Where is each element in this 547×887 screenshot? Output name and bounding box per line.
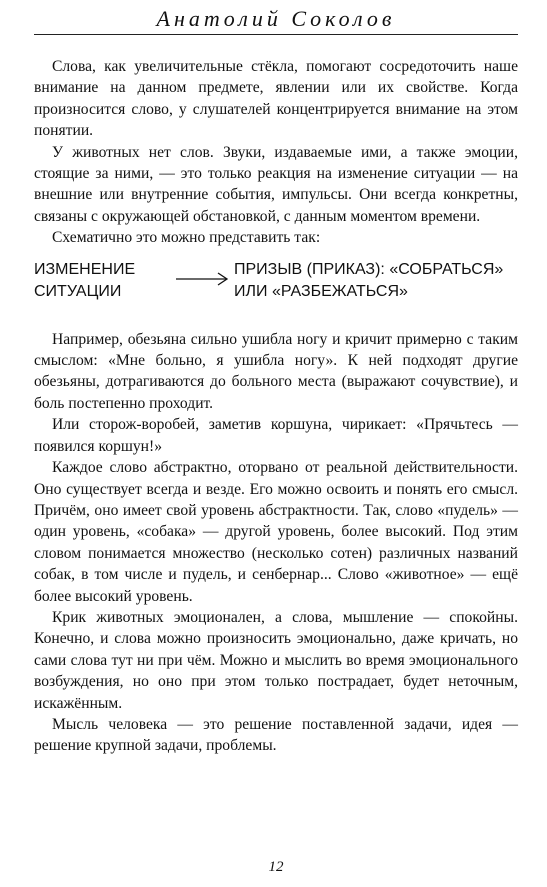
paragraph: Крик животных эмоционален, а слова, мышление — спокойны. Конечно, и слова можно произносить эмоционально, даже кричать, но сами слова тут ни при чём. Можно и мыслить во время эмоционального возбуждения, но оно при этом только пострадает, будет неточным, искажённым. <box>34 608 518 712</box>
body-text <box>34 56 518 757</box>
right-arrow-icon <box>174 271 230 287</box>
paragraph: Каждое слово абстрактно, оторвано от реальной действительности. Оно существует всегда и везде. Его можно освоить и понять его смысл. Причём, оно имеет свой уровень абстрактности. Так, слово «пудель» — один уровень, «собака» — другой уровень, более высокий. Под этим словом понимается множество (несколько сотен) различных названий собак, в том числе и пудель, и сенбернар... Слово «животное» — ещё более высокий уровень. <box>34 459 518 605</box>
paragraph: Схематично это можно представить так: <box>52 229 321 247</box>
scheme-right-line: ПРИЗЫВ (ПРИКАЗ): «СОБРАТЬСЯ» <box>234 260 504 278</box>
paragraph: У животных нет слов. Звуки, издаваемые ими, а также эмоции, стоящие за ними, — это только реакция на изменение ситуации — на внешние или внутренние события, импульсы. Они всегда конкретны, связаны с окружающей обстановкой, с данным моментом времени. <box>34 143 518 225</box>
book-page <box>34 0 518 887</box>
scheme-diagram <box>34 259 518 329</box>
scheme-right-block <box>234 259 524 303</box>
scheme-left-line: СИТУАЦИИ <box>34 282 122 300</box>
running-header-author: Анатолий Соколов <box>156 6 396 31</box>
paragraph: Или сторож-воробей, заметив коршуна, чирикает: «Прячьтесь — появился коршун!» <box>34 416 518 455</box>
scheme-left-block <box>34 259 164 303</box>
paragraph: Например, обезьяна сильно ушибла ногу и кричит примерно с таким смыслом: «Мне больно, я ушибла ногу». К ней подходят другие обезьяны, дотрагиваются до больного места (выражают сочувствие), и боль постепенно проходит. <box>34 330 518 412</box>
paragraph: Слова, как увеличительные стёкла, помогают сосредоточить наше внимание на данном предмете, явлении или их свойстве. Когда произносится слово, у слушателей концентрируется внимание на этом понятии. <box>34 58 518 140</box>
scheme-left-line: ИЗМЕНЕНИЕ <box>34 260 136 278</box>
page-number: 12 <box>268 859 284 875</box>
header-rule <box>34 34 518 35</box>
paragraph: Мысль человека — это решение поставленной задачи, идея — решение крупной задачи, проблемы. <box>34 715 518 755</box>
scheme-right-line: ИЛИ «РАЗБЕЖАТЬСЯ» <box>234 282 408 300</box>
